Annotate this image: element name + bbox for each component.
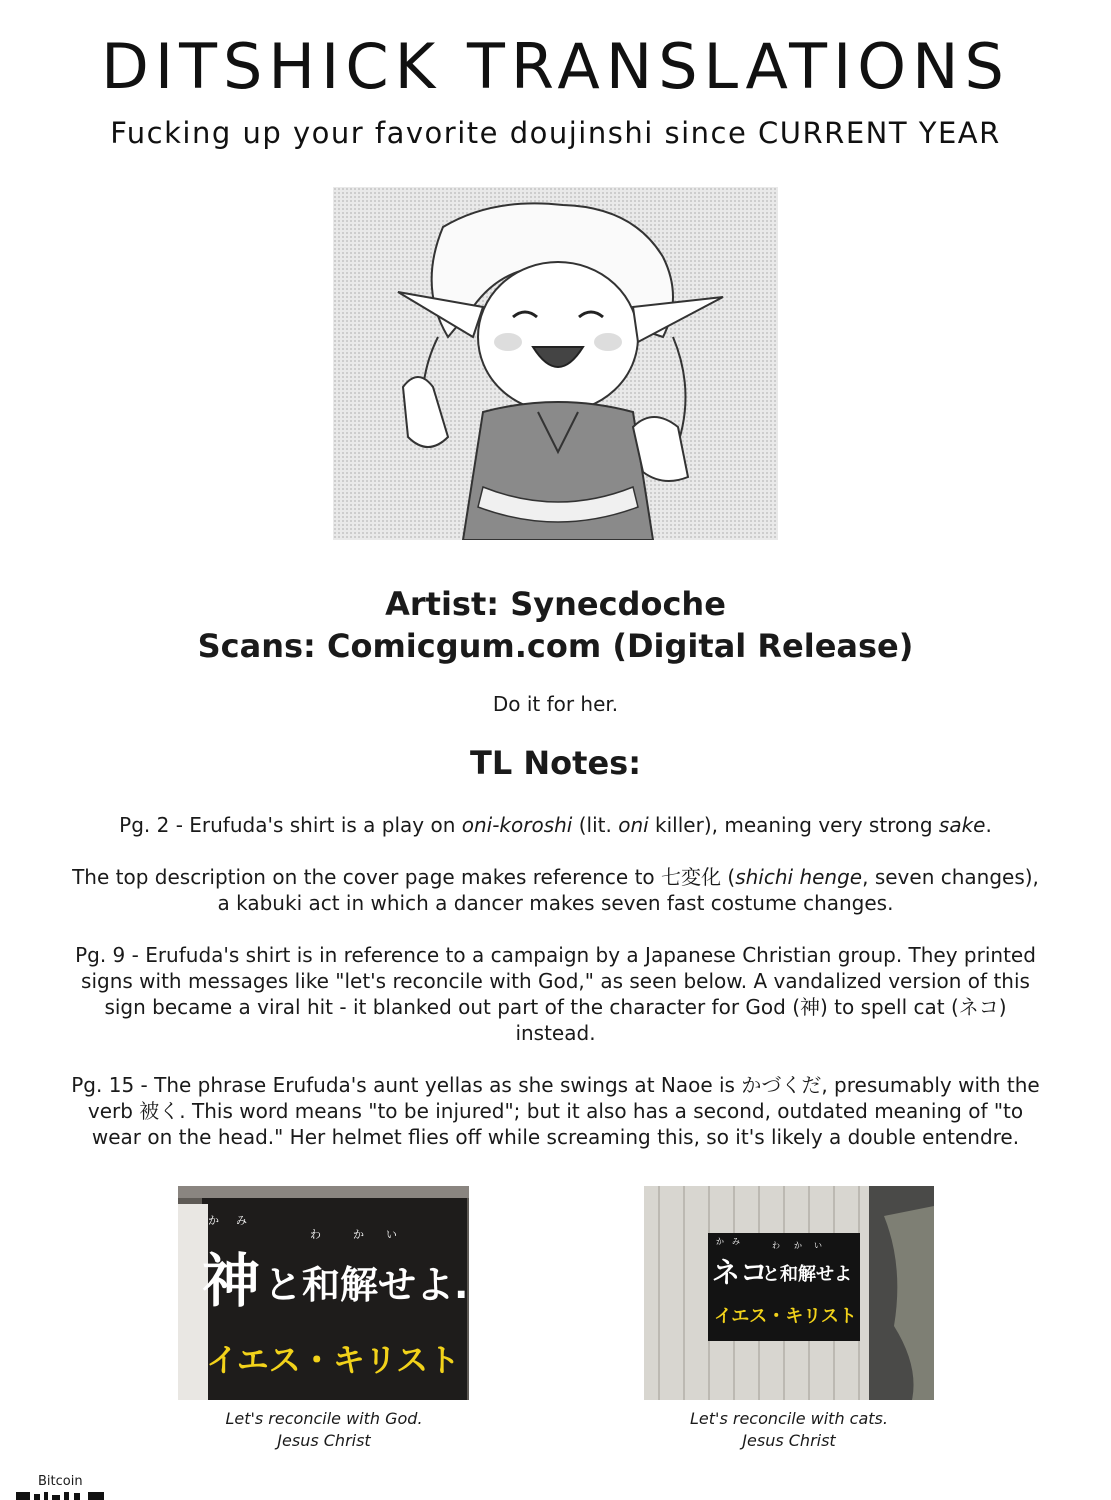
tl-notes-heading: TL Notes: (470, 744, 641, 782)
sign-ruby: か (353, 1228, 364, 1241)
note-page-2 (70, 812, 1041, 838)
brand-tagline: Fucking up your favorite doujinshi since CURRENT YEAR (110, 116, 1001, 150)
cover-art-illustration (333, 187, 778, 540)
tl-notes (70, 812, 1041, 1176)
note-italic: oni (618, 813, 649, 837)
sign-ruby: か (208, 1214, 219, 1227)
artist-credit: Artist: Synecdoche (385, 585, 726, 623)
page-header (0, 0, 1111, 150)
sign-ruby: わ (310, 1228, 321, 1241)
sign-photo-god (178, 1186, 469, 1400)
note-italic: oni-koroshi (461, 813, 573, 837)
note-text: Pg. 2 - Erufuda's shirt is a play on (119, 813, 462, 837)
sign-ruby: み (236, 1214, 247, 1227)
sign-line-2: イエス・キリスト (206, 1341, 461, 1379)
sign-cat-image (644, 1186, 934, 1400)
note-text: (lit. (572, 813, 619, 837)
caption-line-1: Let's reconcile with God. (225, 1409, 423, 1428)
sign-line-2: イエス・キリスト (714, 1306, 857, 1327)
sign-main-kana: ネコ (712, 1256, 769, 1289)
sign-line-1: と和解せよ. (264, 1263, 469, 1307)
sign-ruby: い (814, 1241, 822, 1250)
credits (0, 583, 1111, 667)
bitcoin-qr-code-icon (16, 1492, 108, 1500)
sign-ruby: か (794, 1241, 802, 1250)
brand-title: DITSHICK TRANSLATIONS (101, 30, 1010, 103)
note-page-15: Pg. 15 - The phrase Erufuda's aunt yellas as she swings at Naoe is かづくだ, presumably with the verb 被く. This word means "to be injured"; but it also has a second, outdated meaning of "to wear on the head." Her helmet flies off while screaming this, so it's likely a double entendre. (71, 1073, 1040, 1149)
scans-credit: Scans: Comicgum.com (Digital Release) (197, 627, 914, 665)
caption-line-2: Jesus Christ (742, 1431, 836, 1450)
elf-girl-illustration (333, 187, 778, 540)
caption-line-2: Jesus Christ (277, 1431, 371, 1450)
note-page-9: Pg. 9 - Erufuda's shirt is in reference to a campaign by a Japanese Christian group. They printed signs with messages like "let's reconcile with God," as seen below. A vandalized version of this sign became a viral hit - it blanked out part of the character for God (神) to spell cat (ネコ) instead. (75, 943, 1036, 1045)
sign-god-image (178, 1186, 469, 1400)
sign-ruby: か (716, 1237, 724, 1246)
note-italic: shichi henge (735, 865, 863, 889)
sign-photo-cat (644, 1186, 934, 1400)
caption-god (174, 1408, 474, 1452)
note-text: , seven changes), a kabuki act in which a dancer makes seven fast costume changes. (217, 865, 1039, 915)
sign-ruby: み (732, 1237, 740, 1246)
note-text: . (985, 813, 992, 837)
sign-main-kanji: 神 (202, 1247, 261, 1315)
note-italic: sake (938, 813, 986, 837)
note-text: killer), meaning very strong (648, 813, 939, 837)
bitcoin-label: Bitcoin (38, 1474, 83, 1489)
caption-cat (639, 1408, 939, 1452)
sign-line-1: と和解せよ (762, 1264, 852, 1285)
note-text: The top description on the cover page makes reference to 七変化 ( (72, 865, 736, 889)
sign-ruby: わ (772, 1241, 780, 1250)
sign-ruby: い (386, 1228, 397, 1241)
motto-text: Do it for her. (492, 692, 619, 716)
note-cover-page (70, 864, 1041, 916)
caption-line-1: Let's reconcile with cats. (690, 1409, 888, 1428)
